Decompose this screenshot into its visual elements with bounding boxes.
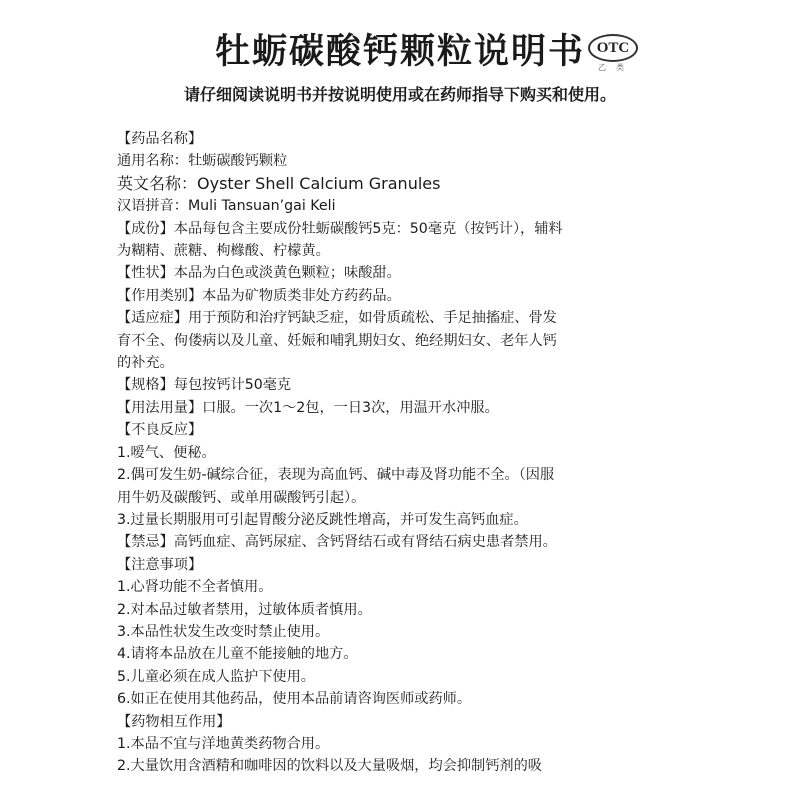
ingredients-line-2: 为糊精、蔗糖、枸橼酸、柠檬黄。: [117, 243, 330, 260]
precaution-item-5: 5.儿童必须在成人监护下使用。: [117, 668, 315, 685]
usage-notice: 请仔细阅读说明书并按说明使用或在药师指导下购买和使用。: [183, 85, 616, 104]
otc-category: 乙类: [598, 63, 634, 72]
contraindications-line: 【禁忌】高钙血症、高钙尿症、含钙肾结石或有肾结石病史患者禁用。: [117, 534, 557, 551]
ingredients-line-1: 【成份】本品每包含主要成份牡蛎碳酸钙5克：50毫克（按钙计），辅料: [117, 220, 563, 237]
specification-line: 【规格】每包按钙计50毫克: [117, 377, 292, 394]
pinyin-name-line: 汉语拼音：Muli Tansuan’gai Keli: [117, 198, 336, 215]
indications-line-2: 育不全、佝偻病以及儿童、妊娠和哺乳期妇女、绝经期妇女、老年人钙: [117, 332, 557, 349]
adverse-item-2-line-1: 2.偶可发生奶-碱综合征，表现为高血钙、碱中毒及肾功能不全。（因服: [117, 467, 555, 484]
precaution-item-2: 2.对本品过敏者禁用，过敏体质者慎用。: [117, 601, 372, 618]
precaution-item-1: 1.心肾功能不全者慎用。: [117, 579, 273, 596]
adverse-item-3: 3.过量长期服用可引起胃酸分泌反跳性增高，并可发生高钙血症。: [117, 511, 528, 528]
precaution-item-6: 6.如正在使用其他药品，使用本品前请咨询医师或药师。: [117, 691, 472, 708]
otc-badge: OTC: [588, 34, 638, 62]
category-line: 【作用类别】本品为矿物质类非处方药药品。: [117, 287, 401, 304]
indications-line-3: 的补充。: [117, 355, 174, 372]
generic-name-line: 通用名称：牡蛎碳酸钙颗粒: [117, 153, 288, 170]
english-name-line: 英文名称：Oyster Shell Calcium Granules: [117, 173, 441, 193]
interaction-item-2: 2.大量饮用含酒精和咖啡因的饮料以及大量吸烟，均会抑制钙剂的吸: [117, 758, 542, 775]
section-heading-precautions: 【注意事项】: [117, 556, 203, 573]
precaution-item-3: 3.本品性状发生改变时禁止使用。: [117, 623, 330, 640]
precaution-item-4: 4.请将本品放在儿童不能接触的地方。: [117, 646, 358, 663]
leaflet-body: [117, 128, 647, 778]
interaction-item-1: 1.本品不宜与洋地黄类药物合用。: [117, 735, 330, 752]
page-title: 牡蛎碳酸钙颗粒说明书: [214, 32, 585, 72]
dosage-line: 【用法用量】口服。一次1～2包，一日3次，用温开水冲服。: [117, 399, 499, 416]
section-heading-interactions: 【药物相互作用】: [117, 713, 231, 730]
adverse-item-1: 1.嗳气、便秘。: [117, 444, 216, 461]
appearance-line: 【性状】本品为白色或淡黄色颗粒；味酸甜。: [117, 265, 401, 282]
indications-line-1: 【适应症】用于预防和治疗钙缺乏症，如骨质疏松、手足抽搐症、骨发: [117, 310, 557, 327]
section-heading-drug-name: 【药品名称】: [117, 131, 203, 147]
adverse-item-2-line-2: 用牛奶及碳酸钙、或单用碳酸钙引起）。: [117, 489, 366, 506]
section-heading-adverse-reactions: 【不良反应】: [117, 422, 203, 439]
